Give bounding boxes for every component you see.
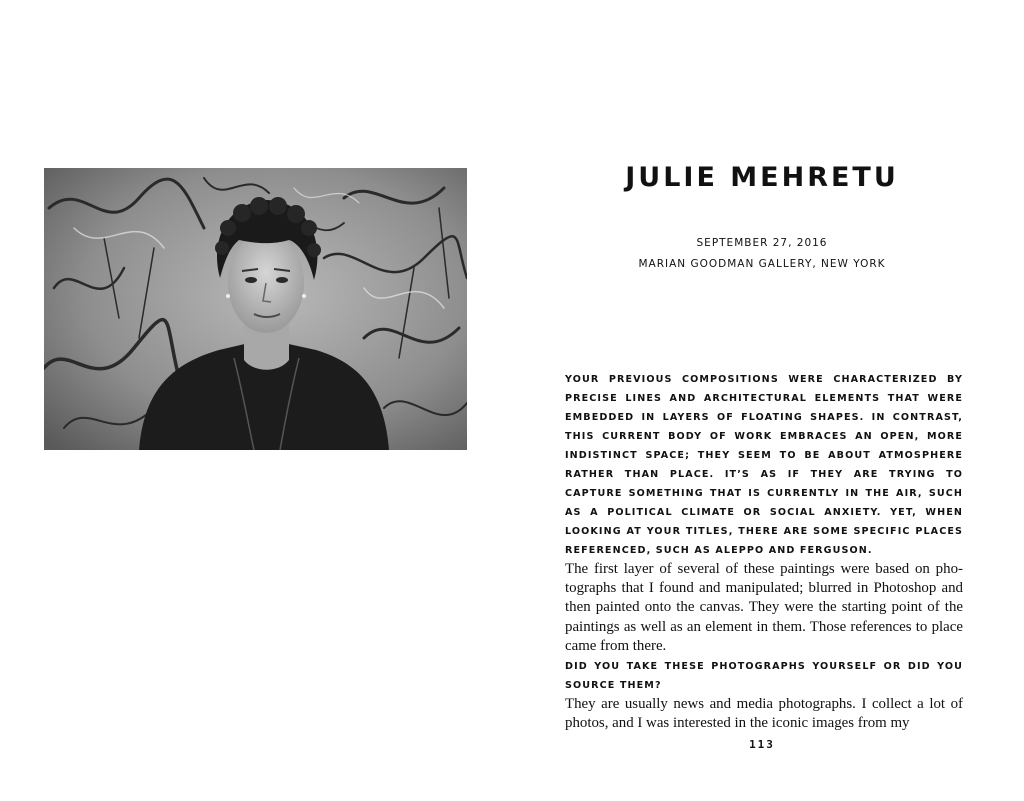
interview-question: DID YOU TAKE THESE PHOTOGRAPHS YOURSELF OR DID YOU SOURCE THEM? (565, 661, 963, 692)
interview-title: JULIE MEHRETU (625, 162, 899, 193)
interview-body (565, 369, 963, 733)
portrait-photo (44, 168, 467, 450)
interview-date: SEPTEMBER 27, 2016 (696, 237, 828, 249)
interview-question: YOUR PREVIOUS COMPOSITIONS WERE CHARACTERIZED BY PRECISE LINES AND ARCHITECTURAL ELEMENTS THAT WERE EMBEDDED IN LAYERS OF FLOATING SHAPES. IN CONTRAST, THIS CURRENT BODY OF WORK EMBRACES AN OPEN, MORE INDISTINCT SPACE; THEY SEEM TO BE ABOUT ATMOSPHERE RATHER THAN PLACE. IT’S AS IF THEY ARE TRYING TO CAPTURE SOMETHING THAT IS CURRENTLY IN THE AIR, SUCH AS A POLITICAL CLIMATE OR SOCIAL ANXIETY. YET, WHEN LOOKING AT YOUR TITLES, THERE ARE SOME SPECIFIC PLACES REFERENCED, SUCH AS ALEPPO AND FERGUSON. (565, 374, 963, 556)
interview-venue: MARIAN GOODMAN GALLERY, NEW YORK (638, 258, 886, 270)
interview-answer: They are usually news and media photographs. I collect a lot of photos, and I was interested in the iconic images from my (565, 696, 963, 732)
right-page (512, 0, 1024, 801)
interview-answer: The first layer of several of these paintings were based on photographs that I found and manipulated; blurred in Photoshop and then painted onto the canvas. They were the starting point of the paintings as well as an element in them. Those references to place came from there. (565, 561, 963, 654)
portrait-photo-image (44, 168, 467, 450)
page-number: 113 (749, 738, 775, 751)
